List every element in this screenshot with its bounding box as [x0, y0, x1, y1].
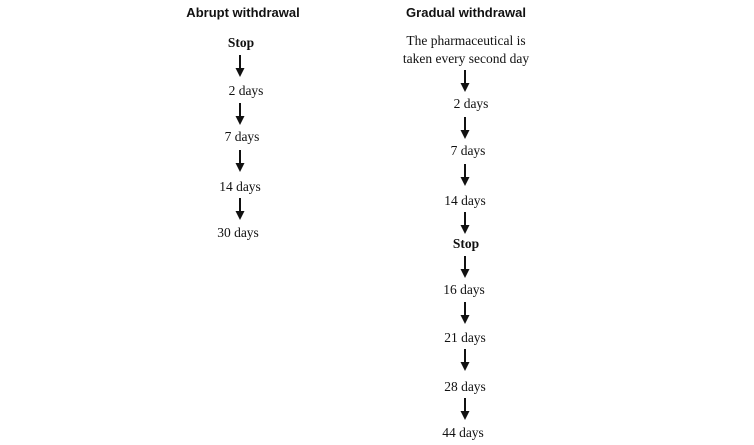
gradual-withdrawal-title: Gradual withdrawal — [406, 5, 526, 20]
gradual-step-14-days: 14 days — [444, 193, 486, 208]
arrow-down-icon — [235, 55, 245, 77]
gradual-step-2-days: 2 days — [453, 96, 489, 111]
arrow-down-icon — [235, 150, 245, 172]
arrow-down-icon — [235, 103, 245, 125]
gradual-step-7-days: 7 days — [450, 143, 486, 158]
gradual-step-16-days: 16 days — [443, 282, 485, 297]
arrow-down-icon — [460, 164, 470, 186]
abrupt-step-14-days: 14 days — [219, 179, 261, 194]
abrupt-withdrawal-title: Abrupt withdrawal — [186, 5, 300, 20]
abrupt-step-2-days: 2 days — [228, 83, 264, 98]
gradual-step-21-days: 21 days — [444, 330, 486, 345]
gradual-step-28-days: 28 days — [444, 379, 486, 394]
gradual-step-every-second-day: The pharmaceutical is taken every second day — [402, 33, 530, 66]
gradual-step-stop: Stop — [452, 236, 480, 251]
arrow-down-icon — [235, 198, 245, 220]
arrow-down-icon — [460, 212, 470, 234]
arrow-down-icon — [460, 70, 470, 92]
arrow-down-icon — [460, 256, 470, 278]
arrow-down-icon — [460, 349, 470, 371]
arrow-down-icon — [460, 398, 470, 420]
gradual-step-44-days: 44 days — [442, 425, 484, 440]
abrupt-step-stop: Stop — [227, 35, 255, 50]
abrupt-step-30-days: 30 days — [217, 225, 259, 240]
abrupt-step-7-days: 7 days — [224, 129, 260, 144]
arrow-down-icon — [460, 302, 470, 324]
arrow-down-icon — [460, 117, 470, 139]
